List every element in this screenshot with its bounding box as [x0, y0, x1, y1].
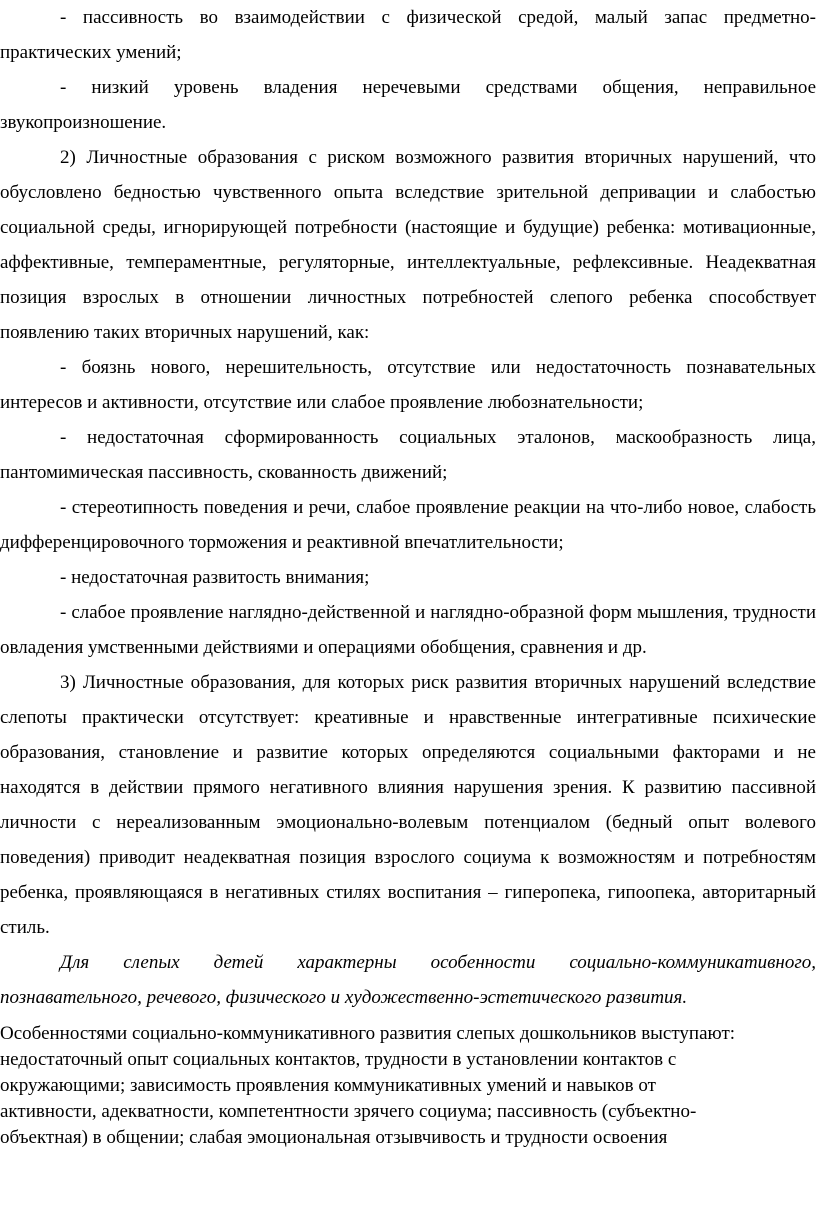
paragraph-item-1: - пассивность во взаимодействии с физической средой, малый запас предметно-практических умений; [0, 7, 816, 63]
paragraph-item-8: - слабое проявление наглядно-действенной и наглядно-образной форм мышления, трудности овладения умственными действиями и операциями обобщения, сравнения и др. [0, 602, 816, 658]
paragraph-social-communicative: Особенностями социально-коммуникативного развития слепых дошкольников выступают: недостаточный опыт социальных контактов, трудности в установлении контактов с окружающими; зависимость проявления коммуникативных умений и навыков от активности, адекватности, компетентности зрячего социума; пассивность (субъектно-объектная) в общении; слабая эмоциональная отзывчивость и трудности освоения [0, 1023, 736, 1148]
paragraph-item-5: - недостаточная сформированность социальных эталонов, маскообразность лица, пантомимическая пассивность, скованность движений; [0, 427, 816, 483]
paragraph-item-2: - низкий уровень владения неречевыми средствами общения, неправильное звукопроизношение. [0, 77, 816, 133]
paragraph-italic-intro: Для слепых детей характерны особенности социально-коммуникативного, познавательного, речевого, физического и художественно-эстетического развития. [0, 952, 816, 1008]
paragraph-item-6: - стереотипность поведения и речи, слабое проявление реакции на что-либо новое, слабость дифференцировочного торможения и реактивной впечатлительности; [0, 497, 816, 553]
paragraph-item-9: 3) Личностные образования, для которых риск развития вторичных нарушений вследствие слепоты практически отсутствует: креативные и нравственные интегративные психические образования, становление и развитие которых определяются социальными факторами и не находятся в действии прямого негативного влияния нарушения зрения. К развитию пассивной личности с нереализованным эмоционально-волевым потенциалом (бедный опыт волевого поведения) приводит неадекватная позиция взрослого социума к возможностям и потребностям ребенка, проявляющаяся в негативных стилях воспитания – гиперопека, гипоопека, авторитарный стиль. [0, 672, 816, 938]
paragraph-item-3: 2) Личностные образования с риском возможного развития вторичных нарушений, что обусловлено бедностью чувственного опыта вследствие зрительной депривации и слабостью социальной среды, игнорирующей потребности (настоящие и будущие) ребенка: мотивационные, аффективные, темпераментные, регуляторные, интеллектуальные, рефлексивные. Неадекватная позиция взрослых в отношении личностных потребностей слепого ребенка способствует появлению таких вторичных нарушений, как: [0, 147, 816, 343]
paragraph-item-4: - боязнь нового, нерешительность, отсутствие или недостаточность познавательных интересов и активности, отсутствие или слабое проявление любознательности; [0, 357, 816, 413]
paragraph-item-7: - недостаточная развитость внимания; [60, 567, 370, 588]
